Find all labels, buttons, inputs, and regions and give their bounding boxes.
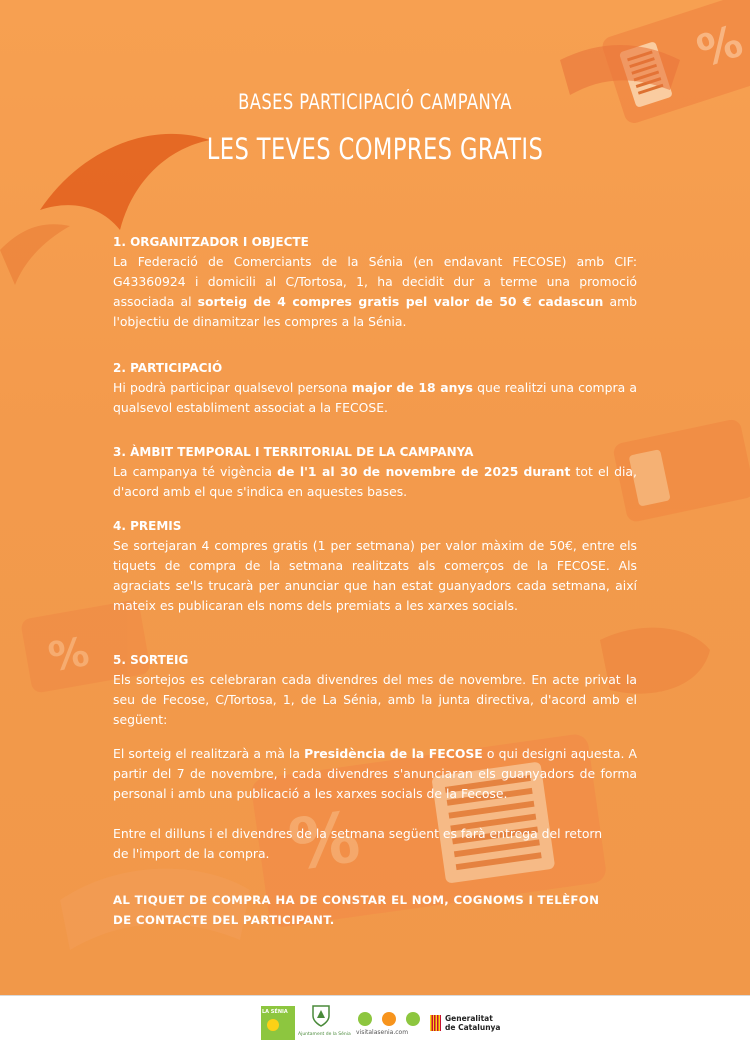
- campaign-title: LES TEVES COMPRES GRATIS: [206, 132, 544, 166]
- fecose-logo-text: LA SÉNIA: [262, 1009, 288, 1015]
- text-run: o qui designi aquesta. A partir del 7 de novembre, i cada divendres s'anunciaran els guanyadors de forma personal i amb una publicació a les xarxes socials de la Fecose.: [113, 746, 637, 801]
- coat-of-arms-icon: [311, 1004, 331, 1028]
- text-run: tot el dia, d'acord amb el que s'indica en aquestes bases.: [113, 464, 637, 499]
- circle-green-icon: [406, 1012, 420, 1026]
- section-text: [113, 670, 637, 730]
- visitalasenia-logo: [354, 1012, 426, 1042]
- svg-text:%: %: [691, 15, 749, 78]
- sponsor-footer: [0, 995, 750, 1051]
- text-run: que realitzi una compra a qualsevol establiment associat a la FECOSE.: [113, 380, 637, 415]
- text-run: Hi podrà participar qualsevol persona: [113, 380, 352, 395]
- fecose-logo: [261, 1006, 295, 1040]
- section-text: [113, 536, 637, 616]
- text-run: amb l'objectiu de dinamitzar les compres a la Sénia.: [113, 294, 638, 329]
- section-organitzador: [113, 232, 637, 332]
- bold-text: major de 18 anys: [351, 380, 473, 395]
- sorteig-paragraph-2: [113, 744, 637, 804]
- text-run: Se sortejaran 4 compres gratis (1 per setmana) per valor màxim de 50€, entre els tiquets de compra de la setmana realitzats als comerços de la FECOSE. Als agraciats se'ls trucarà per anunciar que han estat guanyadors cada setmana, així mateix es publicaran els noms dels premiats a les xarxes socials.: [113, 538, 637, 613]
- senyera-icon: [430, 1015, 441, 1031]
- section-title: 5. SORTEIG: [113, 653, 189, 667]
- section-text: [113, 252, 637, 332]
- bold-text: sorteig de 4 compres gratis pel valor de 50 € cadascun: [197, 294, 604, 309]
- bold-text: Presidència de la FECOSE: [304, 746, 483, 761]
- sorteig-paragraph-3: Entre el dilluns i el divendres de la setmana següent es farà entrega del retorn de l'import de la compra.: [113, 826, 603, 861]
- section-text: [113, 462, 637, 502]
- section-title: 2. PARTICIPACIÓ: [113, 361, 223, 375]
- section-title: 1. ORGANITZADOR I OBJECTE: [113, 235, 309, 249]
- generalitat-logo: [430, 1014, 500, 1038]
- circle-green-icon: [358, 1012, 372, 1026]
- ajuntament-logo: [298, 1004, 351, 1044]
- text-run: Els sortejos es celebraran cada divendres del mes de novembre. En acte privat la seu de Fecose, C/Tortosa, 1, de La Sénia, amb la junta directiva, d'acord amb el següent:: [113, 672, 637, 727]
- section-premis: [113, 516, 637, 616]
- section-ambit: [113, 442, 637, 502]
- svg-text:%: %: [283, 795, 365, 887]
- sun-icon: [267, 1019, 279, 1031]
- visitalasenia-caption: visitalasenia.com: [356, 1029, 409, 1036]
- text-run: El sorteig el realitzarà a mà la: [113, 746, 305, 761]
- bold-text: de l'1 al 30 de novembre de 2025: [277, 464, 519, 479]
- section-text: [113, 378, 637, 418]
- final-notice: AL TIQUET DE COMPRA HA DE CONSTAR EL NOM, COGNOMS I TELÈFON DE CONTACTE DEL PARTICIPANT.: [113, 893, 600, 927]
- generalitat-line2: de Catalunya: [445, 1023, 501, 1032]
- ajuntament-caption: Ajuntament de la Sénia: [298, 1032, 351, 1037]
- text-run: La campanya té vigència: [113, 464, 278, 479]
- text-run: La Federació de Comerciants de la Sénia (en endavant FECOSE) amb CIF: G43360924 i domicili al C/Tortosa, 1, ha decidit dur a terme una promoció associada al: [113, 254, 637, 309]
- section-participacio: [113, 358, 637, 418]
- section-sorteig: [113, 650, 637, 730]
- generalitat-line1: Generalitat: [445, 1014, 493, 1023]
- circle-orange-icon: [382, 1012, 396, 1026]
- section-title: 4. PREMIS: [113, 519, 182, 533]
- campaign-heading: BASES PARTICIPACIÓ CAMPANYA: [238, 90, 512, 114]
- section-title: 3. ÀMBIT TEMPORAL I TERRITORIAL DE LA CAMPANYA: [113, 445, 474, 459]
- bold-text: durant: [523, 464, 571, 479]
- svg-text:%: %: [45, 628, 93, 682]
